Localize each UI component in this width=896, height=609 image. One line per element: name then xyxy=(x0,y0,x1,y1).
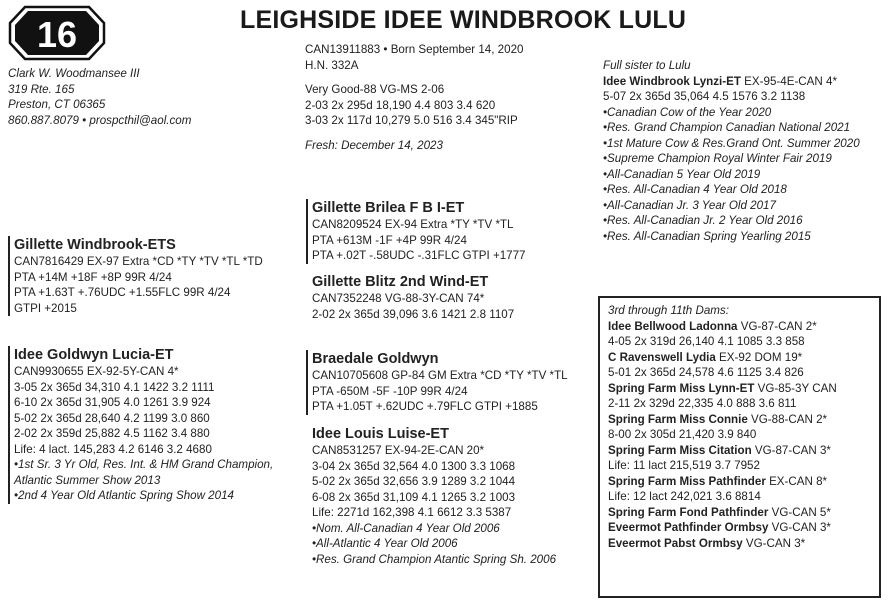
ancestral-dam-class: VG-CAN 5* xyxy=(768,505,831,519)
sire-sire-block xyxy=(306,199,526,264)
registration-line: H.N. 332A xyxy=(305,58,359,72)
lot-number: 16 xyxy=(36,14,78,55)
ancestral-dam-record: 4-05 2x 319d 26,140 4.1 1085 3.3 858 xyxy=(608,335,805,348)
ancestral-dam-name: C Ravenswell Lydia xyxy=(608,350,716,364)
sire-sire-name: Gillette Brilea F B I-ET xyxy=(312,200,465,216)
sire-sire-line: CAN8209524 EX-94 Extra *TY *TV *TL xyxy=(312,218,514,231)
dams-box-heading: 3rd through 11th Dams: xyxy=(608,304,729,317)
sire-dam-name: Gillette Blitz 2nd Wind-ET xyxy=(312,274,489,290)
dam-dam-line: 5-02 2x 365d 32,656 3.9 1289 3.2 1044 xyxy=(312,475,516,488)
lot-number-badge xyxy=(8,5,106,61)
sire-dam-line: 2-02 2x 365d 39,096 3.6 1421 2.8 1107 xyxy=(312,307,515,321)
dam-sire-name: Braedale Goldwyn xyxy=(312,351,439,367)
full-sister-block xyxy=(603,58,860,244)
sister-honor: •1st Mature Cow & Res.Grand Ont. Summer 2020 xyxy=(603,136,860,150)
ancestral-dam-class: VG-85-3Y CAN xyxy=(754,381,837,395)
sire-dam-line: CAN7352248 VG-88-3Y-CAN 74* xyxy=(312,292,485,305)
ancestral-dam-name: Spring Farm Miss Citation xyxy=(608,443,752,457)
dam-sire-line: PTA -650M -5F -10P 99R 4/24 xyxy=(312,384,468,398)
ancestral-dam-class: VG-88-CAN 2* xyxy=(747,412,828,426)
dam-honor: Atlantic Summer Show 2013 xyxy=(14,473,161,487)
ancestral-dam-class: VG-CAN 3* xyxy=(768,521,831,534)
ancestral-dam-class: VG-CAN 3* xyxy=(742,536,806,550)
sire-line: PTA +1.63T +.76UDC +1.55FLC 99R 4/24 xyxy=(14,286,231,299)
dam-sire-block xyxy=(306,350,568,415)
record-line: 2-03 2x 295d 18,190 4.4 803 3.4 620 xyxy=(305,98,496,112)
sire-block xyxy=(8,236,263,316)
dam-line: 2-02 2x 359d 25,882 4.5 1162 3.4 880 xyxy=(14,427,210,440)
ancestral-dam-record: Life: 11 lact 215,519 3.7 7952 xyxy=(608,459,760,472)
sire-name: Gillette Windbrook-ETS xyxy=(14,237,176,253)
dam-line: Life: 4 lact. 145,283 4.2 6146 3.2 4680 xyxy=(14,442,212,456)
sister-honor: •Res. All-Canadian 4 Year Old 2018 xyxy=(603,183,787,196)
ancestral-dam-name: Eveermot Pabst Ormbsy xyxy=(608,536,743,550)
sister-name: Idee Windbrook Lynzi-ET xyxy=(603,74,741,88)
dam-line: 5-02 2x 365d 28,640 4.2 1199 3.0 860 xyxy=(14,411,210,425)
dam-line: CAN9930655 EX-92-5Y-CAN 4* xyxy=(14,365,179,378)
dam-dam-honor: •All-Atlantic 4 Year Old 2006 xyxy=(312,537,458,550)
dam-block xyxy=(8,346,273,504)
contact-line: 319 Rte. 165 xyxy=(8,82,75,96)
sire-sire-line: PTA +613M -1F +4P 99R 4/24 xyxy=(312,233,467,247)
dam-dam-line: CAN8531257 EX-94-2E-CAN 20* xyxy=(312,444,485,457)
sister-record: 5-07 2x 365d 35,064 4.5 1576 3.2 1138 xyxy=(603,90,806,103)
dam-sire-line: PTA +1.05T +.62UDC +.79FLC GTPI +1885 xyxy=(312,400,538,413)
ancestral-dam-class: EX-92 DOM 19* xyxy=(715,350,803,364)
sister-honor: •Res. All-Canadian Jr. 2 Year Old 2016 xyxy=(603,214,803,227)
record-line: 3-03 2x 117d 10,279 5.0 516 3.4 345"RIP xyxy=(305,114,518,127)
dam-dam-block xyxy=(306,425,556,567)
dam-dam-line: 3-04 2x 365d 32,564 4.0 1300 3.3 1068 xyxy=(312,459,516,473)
ancestral-dam-record: Life: 12 lact 242,021 3.6 8814 xyxy=(608,490,761,503)
sister-honor: •Supreme Champion Royal Winter Fair 2019 xyxy=(603,152,832,165)
dam-dam-line: Life: 2271d 162,398 4.1 6612 3.3 5387 xyxy=(312,506,512,519)
ancestral-dam-record: 8-00 2x 305d 21,420 3.9 840 xyxy=(608,428,757,441)
fresh-date: Fresh: December 14, 2023 xyxy=(305,138,443,152)
dam-line: 3-05 2x 365d 34,310 4.1 1422 3.2 1111 xyxy=(14,380,215,394)
classification-line: Very Good-88 VG-MS 2-06 xyxy=(305,83,445,96)
ancestral-dam-name: Idee Bellwood Ladonna xyxy=(608,319,738,333)
ancestral-dam-name: Spring Farm Miss Connie xyxy=(608,412,748,426)
sire-sire-line: PTA +.02T -.58UDC -.31FLC GTPI +1777 xyxy=(312,249,526,262)
ancestral-dam-class: VG-87-CAN 3* xyxy=(751,443,831,457)
sister-honor: •Res. Grand Champion Canadian National 2021 xyxy=(603,121,851,134)
dam-name: Idee Goldwyn Lucia-ET xyxy=(14,347,174,363)
ancestral-dams-box xyxy=(598,296,881,598)
ancestral-dam-name: Spring Farm Fond Pathfinder xyxy=(608,505,769,519)
ancestral-dam-name: Spring Farm Miss Pathfinder xyxy=(608,474,766,488)
dam-honor: •2nd 4 Year Old Atlantic Spring Show 2014 xyxy=(14,489,234,502)
contact-line: Clark W. Woodmansee III xyxy=(8,67,140,80)
dam-dam-honor: •Res. Grand Champion Atantic Spring Sh. 2006 xyxy=(312,552,557,566)
sire-line: PTA +14M +18F +8P 99R 4/24 xyxy=(14,270,172,284)
ancestral-dam-record: 5-01 2x 365d 24,578 4.6 1125 3.4 826 xyxy=(608,366,804,379)
dam-dam-name: Idee Louis Luise-ET xyxy=(312,426,449,442)
sister-honor: •Res. All-Canadian Spring Yearling 2015 xyxy=(603,229,811,243)
dam-line: 6-10 2x 365d 31,905 4.0 1261 3.9 924 xyxy=(14,396,211,409)
ancestral-dam-record: 2-11 2x 329d 22,335 4.0 888 3.6 811 xyxy=(608,397,797,410)
dam-dam-line: 6-08 2x 365d 31,109 4.1 1265 3.2 1003 xyxy=(312,490,516,504)
contact-line: 860.887.8079 • prospcthil@aol.com xyxy=(8,113,192,127)
ancestral-dam-name: Spring Farm Miss Lynn-ET xyxy=(608,381,755,395)
dam-dam-honor: •Nom. All-Canadian 4 Year Old 2006 xyxy=(312,521,500,535)
dam-sire-line: CAN10705608 GP-84 GM Extra *CD *TY *TV *TL xyxy=(312,369,568,382)
sister-honor: •All-Canadian Jr. 3 Year Old 2017 xyxy=(603,198,776,212)
dam-honor: •1st Sr. 3 Yr Old, Res. Int. & HM Grand Champion, xyxy=(14,458,274,471)
sister-honor: •Canadian Cow of the Year 2020 xyxy=(603,105,772,119)
sister-class: EX-95-4E-CAN 4* xyxy=(740,74,837,88)
animal-info xyxy=(305,42,523,153)
contact-line: Preston, CT 06365 xyxy=(8,98,106,111)
ancestral-dam-name: Eveermot Pathfinder Ormbsy xyxy=(608,521,769,534)
sire-dam-block xyxy=(306,273,514,322)
ancestral-dam-class: VG-87-CAN 2* xyxy=(737,319,817,333)
page-title: LEIGHSIDE IDEE WINDBROOK LULU xyxy=(240,6,687,34)
sire-line: GTPI +2015 xyxy=(14,301,77,315)
registration-line: CAN13911883 • Born September 14, 2020 xyxy=(305,43,524,56)
contact-block xyxy=(8,66,191,128)
sister-label: Full sister to Lulu xyxy=(603,59,691,72)
sister-honor: •All-Canadian 5 Year Old 2019 xyxy=(603,167,761,181)
ancestral-dam-class: EX-CAN 8* xyxy=(765,474,828,488)
sire-line: CAN7816429 EX-97 Extra *CD *TY *TV *TL *TD xyxy=(14,255,263,268)
